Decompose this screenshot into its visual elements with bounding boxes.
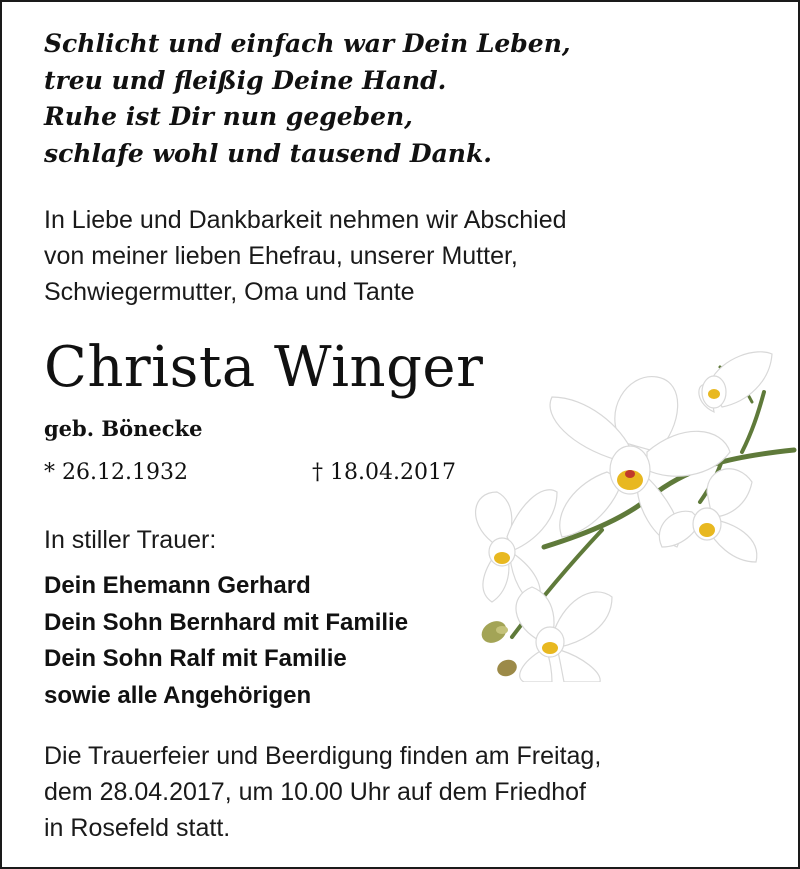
poem-line: Ruhe ist Dir nun gegeben,: [44, 102, 413, 131]
mourners-heading: In stiller Trauer:: [44, 526, 217, 554]
mourner-line: Dein Sohn Bernhard mit Familie: [44, 608, 409, 636]
birth-name: geb. Bönecke: [44, 416, 203, 441]
poem-line: Schlicht und einfach war Dein Leben,: [44, 29, 571, 58]
mourner-line: Dein Ehemann Gerhard: [44, 572, 311, 599]
intro-line: Schwiegermutter, Oma und Tante: [44, 278, 415, 306]
mourner-line: sowie alle Angehörigen: [44, 681, 312, 709]
service-line: Die Trauerfeier und Beerdigung finden am Freitag,: [44, 742, 602, 770]
poem-line: schlafe wohl und tausend Dank.: [44, 138, 492, 168]
service-info: [44, 738, 601, 846]
mourner-line: Dein Sohn Ralf mit Familie: [44, 645, 347, 672]
intro-line: von meiner lieben Ehefrau, unserer Mutter,: [44, 242, 518, 270]
birth-date: * 26.12.1932: [44, 460, 188, 485]
service-line: in Rosefeld statt.: [44, 814, 231, 842]
service-line: dem 28.04.2017, um 10.00 Uhr auf dem Friedhof: [44, 778, 586, 806]
white-orchid-icon: [452, 342, 798, 682]
death-date: † 18.04.2017: [312, 460, 456, 485]
intro-line: In Liebe und Dankbarkeit nehmen wir Abschied: [44, 206, 567, 234]
life-dates: [44, 460, 456, 485]
farewell-intro: [44, 202, 567, 310]
mourners-list: [44, 568, 408, 714]
memorial-poem: [44, 26, 571, 172]
deceased-name: Christa Winger: [44, 335, 484, 400]
poem-line: treu und fleißig Deine Hand.: [44, 65, 447, 95]
orchid-buds: [478, 617, 519, 679]
